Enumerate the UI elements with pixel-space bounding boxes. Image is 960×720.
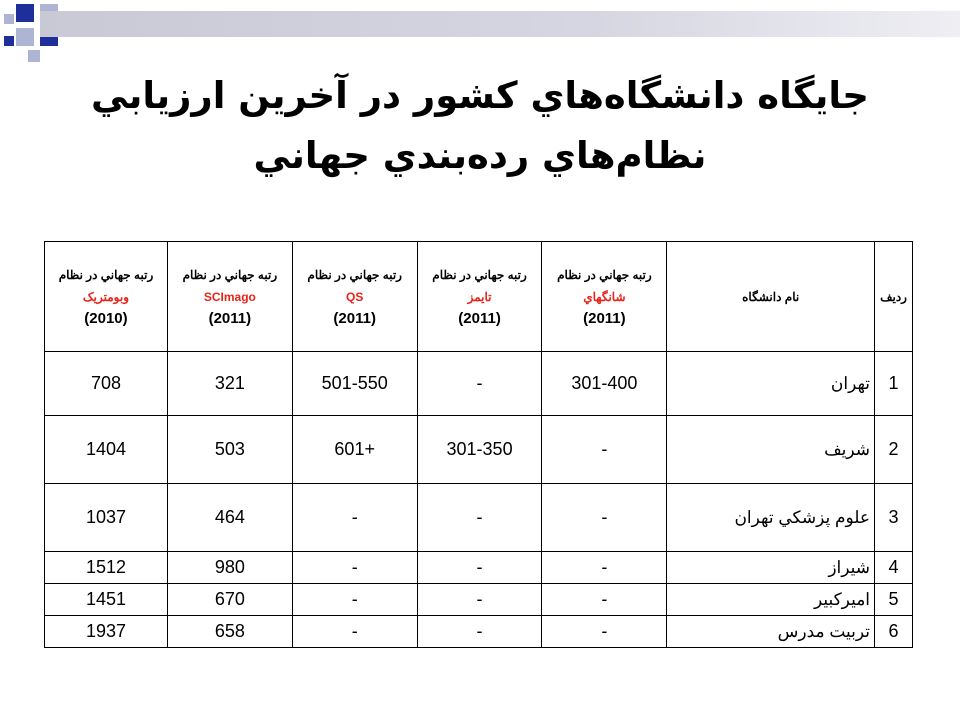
cell-university: شيراز [667,552,875,584]
cell-university: شريف [667,416,875,484]
deco-square [16,4,34,22]
cell-qs: +601 [292,416,417,484]
cell-webometrics: 1512 [45,552,168,584]
table-row [45,616,913,648]
table-row [45,416,913,484]
cell-row-number: 4 [875,552,913,584]
deco-square [4,36,14,46]
deco-square [28,50,40,62]
cell-shanghai: - [542,584,667,616]
deco-square [4,14,14,24]
deco-square [16,28,34,46]
cell-times: - [417,616,542,648]
title-line-1: جايگاه دانشگاه‌هاي كشور در آخرين ارزيابي [91,74,869,117]
cell-row-number: 2 [875,416,913,484]
header-webometrics: رتبه جهاني در نظام وبومتريک (2010) [45,242,168,352]
table-row [45,552,913,584]
cell-university: اميركبير [667,584,875,616]
cell-qs: - [292,484,417,552]
cell-webometrics: 1451 [45,584,168,616]
cell-university: تهران [667,352,875,416]
cell-webometrics: 1404 [45,416,168,484]
header-qs: رتبه جهاني در نظام QS (2011) [292,242,417,352]
table-row [45,352,913,416]
cell-shanghai: 301-400 [542,352,667,416]
cell-scimago: 980 [167,552,292,584]
cell-university: علوم پزشكي تهران [667,484,875,552]
cell-scimago: 670 [167,584,292,616]
cell-row-number: 1 [875,352,913,416]
cell-scimago: 464 [167,484,292,552]
cell-times: - [417,552,542,584]
cell-webometrics: 708 [45,352,168,416]
cell-scimago: 503 [167,416,292,484]
header-row-number: رديف [875,242,913,352]
slide-title [40,66,920,186]
cell-qs: 501-550 [292,352,417,416]
cell-shanghai: - [542,484,667,552]
cell-shanghai: - [542,416,667,484]
cell-shanghai: - [542,616,667,648]
cell-webometrics: 1037 [45,484,168,552]
header-university-name: نام دانشگاه [667,242,875,352]
table-row [45,584,913,616]
table-header-row [45,242,913,352]
cell-scimago: 321 [167,352,292,416]
cell-times: - [417,584,542,616]
cell-university: تربيت مدرس [667,616,875,648]
table-row [45,484,913,552]
cell-row-number: 5 [875,584,913,616]
cell-row-number: 3 [875,484,913,552]
cell-qs: - [292,616,417,648]
header-times: رتبه جهاني در نظام تايمز (2011) [417,242,542,352]
cell-shanghai: - [542,552,667,584]
header-scimago: رتبه جهاني در نظام SCImago (2011) [167,242,292,352]
cell-times: - [417,484,542,552]
title-line-2: نظام‌هاي رده‌بندي جهاني [253,134,707,177]
cell-qs: - [292,584,417,616]
header-shanghai: رتبه جهاني در نظام شانگهاي (2011) [542,242,667,352]
cell-row-number: 6 [875,616,913,648]
cell-scimago: 658 [167,616,292,648]
header-band [40,11,960,37]
cell-times: 301-350 [417,416,542,484]
ranking-table [44,241,913,648]
cell-webometrics: 1937 [45,616,168,648]
cell-qs: - [292,552,417,584]
cell-times: - [417,352,542,416]
